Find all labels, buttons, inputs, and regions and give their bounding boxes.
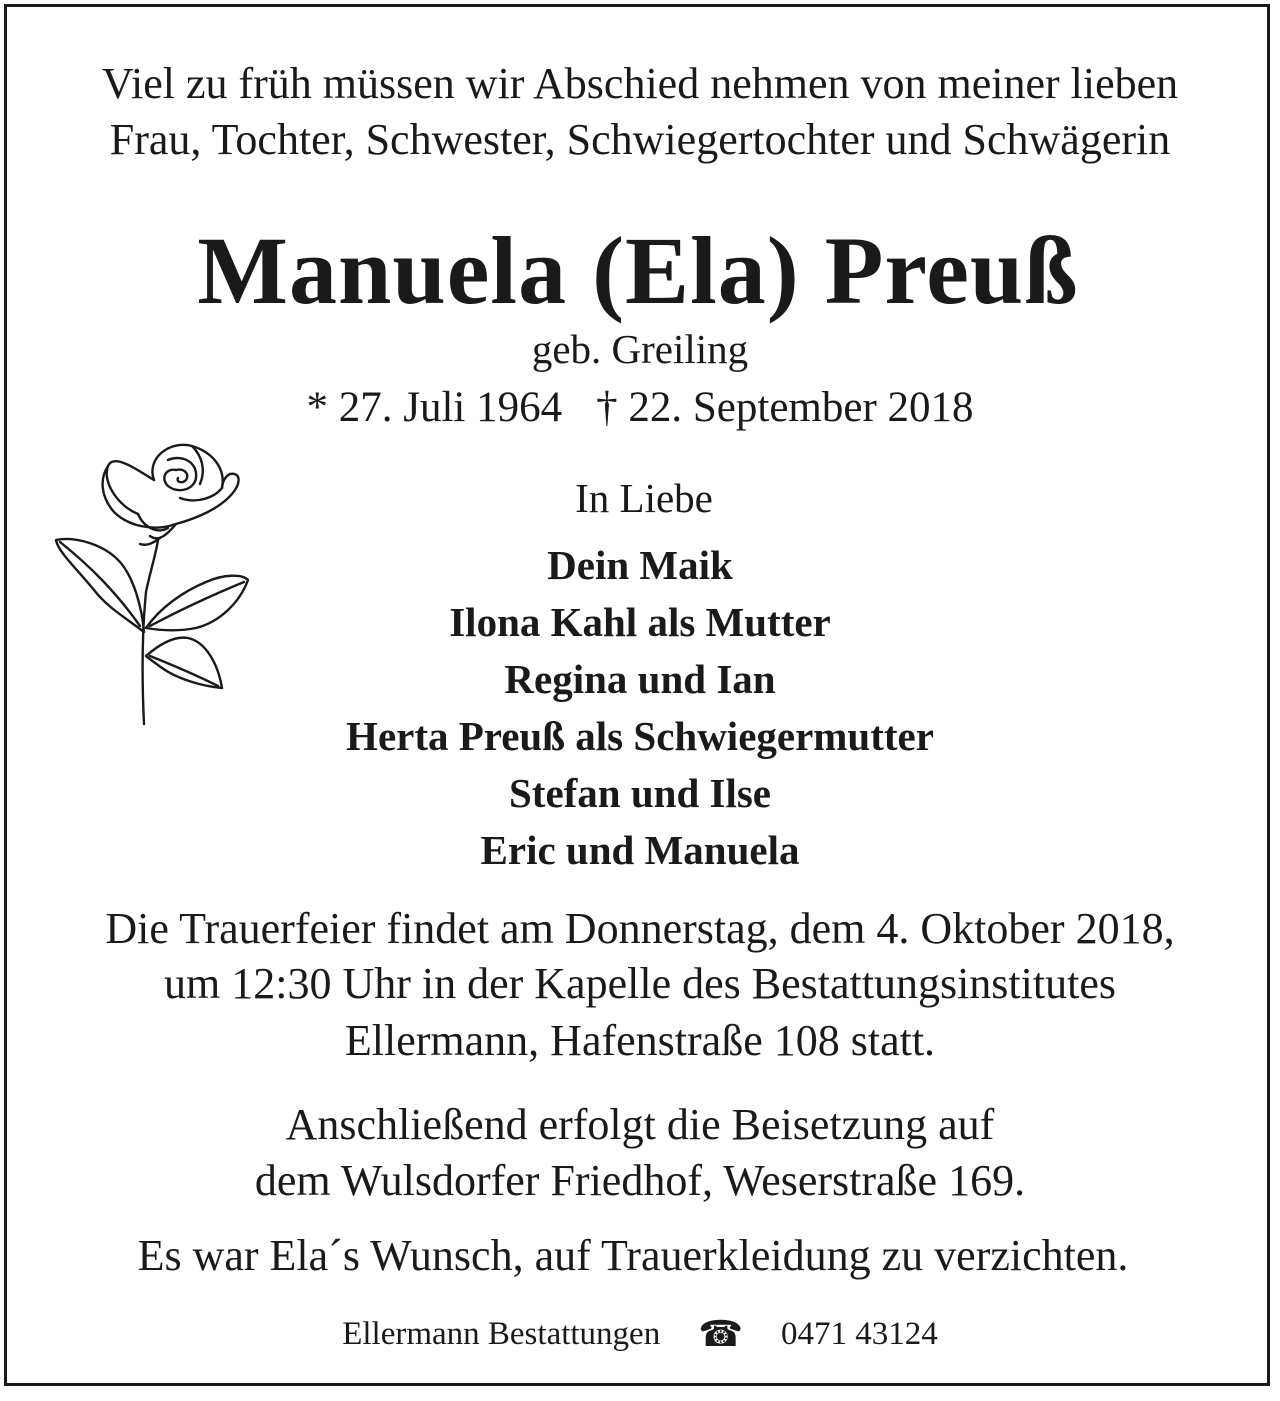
ceremony-line-1: Die Trauerfeier findet am Donnerstag, dem 4. Oktober 2018,: [105, 904, 1175, 953]
deceased-name: Manuela (Ela) Preuß: [197, 217, 1079, 324]
telephone-icon: ☎: [698, 1314, 744, 1354]
intro-line-1: Viel zu früh müssen wir Abschied nehmen von meiner lieben: [101, 59, 1179, 108]
mourner-2: Ilona Kahl als Mutter: [449, 599, 831, 645]
mourner-6: Eric und Manuela: [480, 827, 800, 873]
mourner-1: Dein Maik: [547, 542, 733, 588]
funeral-home-name: Ellermann Bestattungen: [342, 1316, 661, 1352]
birth-name: geb. Greiling: [531, 326, 749, 372]
intro-line-2: Frau, Tochter, Schwester, Schwiegertochter und Schwägerin: [109, 115, 1171, 164]
ceremony-line-3: Ellermann, Hafenstraße 108 statt.: [344, 1016, 936, 1065]
ceremony-line-2: um 12:30 Uhr in der Kapelle des Bestattungsinstitutes: [164, 959, 1116, 1008]
life-dates: [0, 383, 1280, 432]
footer: [0, 1313, 1280, 1355]
death-date: † 22. September 2018: [596, 384, 974, 431]
mourner-5: Stefan und Ilse: [508, 770, 771, 816]
mourner-3: Regina und Ian: [504, 656, 776, 702]
birth-date: * 27. Juli 1964: [306, 384, 563, 431]
burial-line-1: Anschließend erfolgt die Beisetzung auf: [285, 1100, 995, 1149]
in-love-label: In Liebe: [575, 475, 713, 521]
wish-text: Es war Ela´s Wunsch, auf Trauerkleidung zu verzichten.: [137, 1231, 1129, 1280]
burial-line-2: dem Wulsdorfer Friedhof, Weserstraße 169.: [254, 1156, 1026, 1205]
phone-number: 0471 43124: [781, 1316, 938, 1352]
mourner-4: Herta Preuß als Schwiegermutter: [346, 713, 934, 759]
